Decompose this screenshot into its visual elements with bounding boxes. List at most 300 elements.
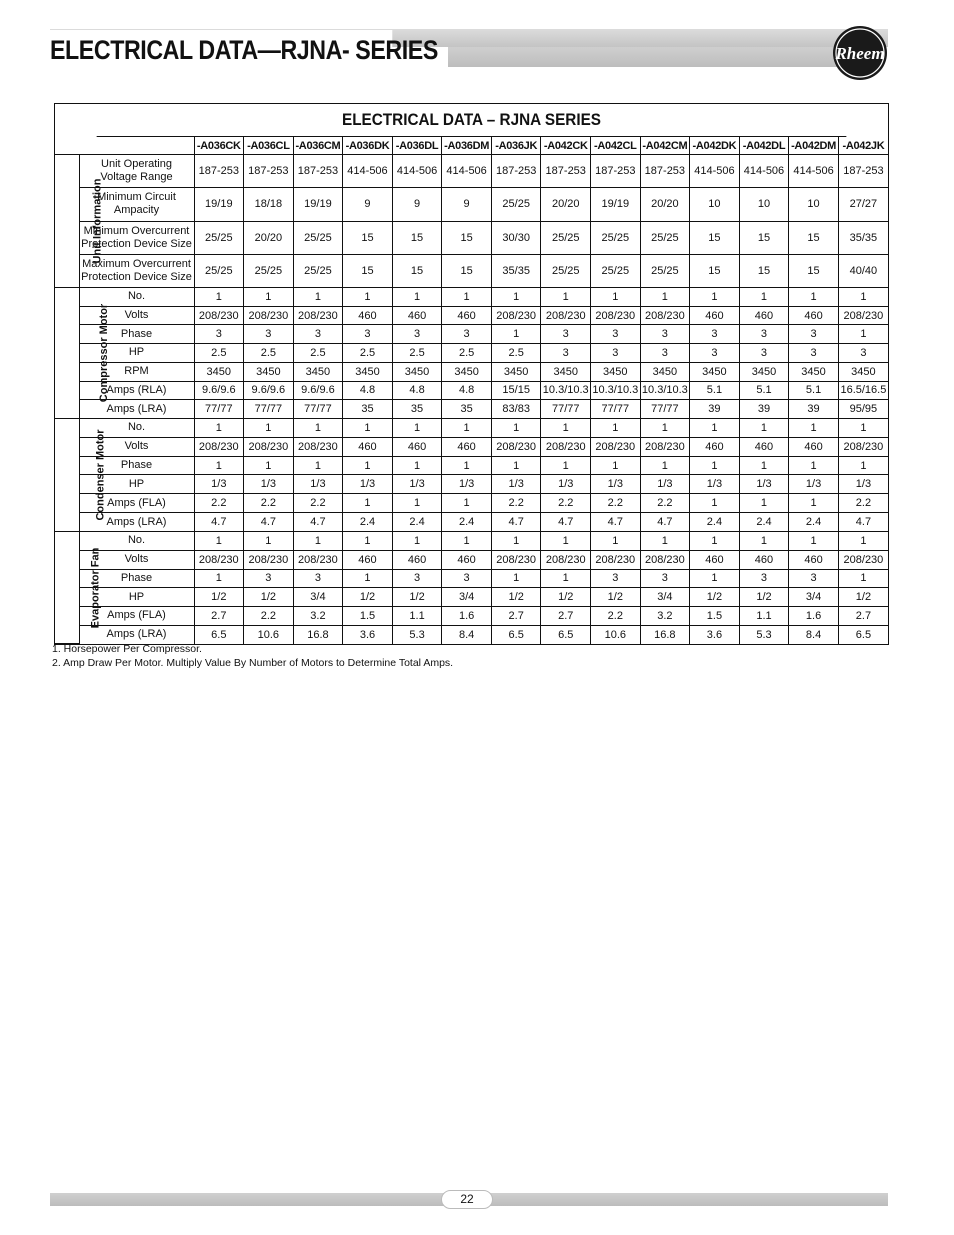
row-label: Unit Operating Voltage Range — [79, 155, 194, 188]
table-cell: 1/3 — [739, 475, 789, 494]
table-cell: 1 — [491, 288, 541, 307]
table-cell: 460 — [690, 306, 740, 325]
table-cell: 39 — [739, 400, 789, 419]
section-label: Unit Information — [91, 178, 104, 264]
model-header: -A042CM — [640, 137, 690, 155]
table-cell: 3450 — [293, 362, 343, 381]
table-cell: 414-506 — [343, 155, 393, 188]
table-cell: 3/4 — [789, 588, 839, 607]
table-row — [55, 221, 888, 254]
table-cell: 460 — [739, 550, 789, 569]
table-cell: 414-506 — [690, 155, 740, 188]
table-cell: 1 — [838, 569, 888, 588]
model-header: -A036DK — [343, 137, 393, 155]
table-cell: 18/18 — [244, 188, 294, 221]
table-cell: 3 — [392, 569, 442, 588]
table-cell: 187-253 — [838, 155, 888, 188]
table-row — [55, 362, 888, 381]
table-cell: 10.3/10.3 — [541, 381, 591, 400]
table-cell: 5.1 — [690, 381, 740, 400]
table-cell: 1 — [739, 288, 789, 307]
table-cell: 1 — [789, 494, 839, 513]
model-header: -A042DL — [739, 137, 789, 155]
table-cell: 8.4 — [789, 625, 839, 643]
table-cell: 77/77 — [244, 400, 294, 419]
table-cell: 1/3 — [293, 475, 343, 494]
table-row — [55, 288, 888, 307]
table-cell: 1 — [293, 288, 343, 307]
table-cell: 3 — [194, 325, 244, 344]
table-cell: 1/3 — [442, 475, 492, 494]
table-cell: 1.5 — [343, 607, 393, 626]
table-heading: ELECTRICAL DATA – RJNA SERIES — [97, 104, 847, 137]
table-cell: 1.5 — [690, 607, 740, 626]
table-cell: 30/30 — [491, 221, 541, 254]
table-cell: 187-253 — [194, 155, 244, 188]
table-cell: 1 — [442, 456, 492, 475]
table-cell: 3450 — [194, 362, 244, 381]
table-cell: 2.4 — [739, 513, 789, 532]
table-cell: 1.6 — [789, 607, 839, 626]
table-cell: 4.8 — [343, 381, 393, 400]
model-header-row — [55, 137, 888, 155]
table-cell: 3450 — [244, 362, 294, 381]
table-cell: 2.2 — [293, 494, 343, 513]
table-row — [55, 494, 888, 513]
table-cell: 1/2 — [244, 588, 294, 607]
table-cell: 3.2 — [293, 607, 343, 626]
table-cell: 2.4 — [690, 513, 740, 532]
table-cell: 2.7 — [838, 607, 888, 626]
table-cell: 460 — [442, 550, 492, 569]
table-cell: 10.3/10.3 — [640, 381, 690, 400]
table-cell: 77/77 — [293, 400, 343, 419]
table-cell: 3 — [789, 569, 839, 588]
table-cell: 3 — [541, 325, 591, 344]
table-cell: 19/19 — [194, 188, 244, 221]
row-label: Phase — [79, 569, 194, 588]
table-cell: 4.7 — [591, 513, 641, 532]
table-row — [55, 569, 888, 588]
table-cell: 208/230 — [640, 437, 690, 456]
table-cell: 1 — [838, 288, 888, 307]
table-cell: 35/35 — [491, 254, 541, 287]
table-cell: 25/25 — [640, 221, 690, 254]
table-cell: 1 — [343, 419, 393, 438]
table-cell: 35 — [442, 400, 492, 419]
table-cell: 1 — [442, 532, 492, 551]
table-row — [55, 381, 888, 400]
table-cell: 19/19 — [293, 188, 343, 221]
table-cell: 3 — [789, 325, 839, 344]
row-label: Amps (RLA) — [79, 381, 194, 400]
section-label: Evaporator Fan — [89, 547, 102, 628]
table-cell: 2.2 — [244, 494, 294, 513]
table-cell: 2.4 — [789, 513, 839, 532]
table-cell: 25/25 — [293, 221, 343, 254]
table-cell: 1 — [442, 288, 492, 307]
table-cell: 208/230 — [838, 550, 888, 569]
table-cell: 40/40 — [838, 254, 888, 287]
table-cell: 1/2 — [591, 588, 641, 607]
table-cell: 3 — [343, 325, 393, 344]
table-cell: 208/230 — [244, 437, 294, 456]
table-cell: 208/230 — [293, 306, 343, 325]
table-cell: 1 — [541, 569, 591, 588]
row-label: Maximum Overcurrent Protection Device Size — [79, 254, 194, 287]
table-cell: 1 — [838, 325, 888, 344]
table-cell: 460 — [690, 437, 740, 456]
table-cell: 15 — [739, 254, 789, 287]
table-cell: 1/3 — [541, 475, 591, 494]
table-cell: 414-506 — [442, 155, 492, 188]
table-cell: 3 — [690, 325, 740, 344]
table-cell: 3 — [739, 344, 789, 363]
table-cell: 1 — [244, 532, 294, 551]
row-label: Amps (FLA) — [79, 494, 194, 513]
table-cell: 6.5 — [491, 625, 541, 643]
table-cell: 1/2 — [392, 588, 442, 607]
table-cell: 1 — [392, 494, 442, 513]
table-cell: 1 — [194, 569, 244, 588]
table-row — [55, 437, 888, 456]
table-cell: 208/230 — [591, 306, 641, 325]
table-cell: 1/3 — [789, 475, 839, 494]
table-row — [55, 188, 888, 221]
table-cell: 2.4 — [343, 513, 393, 532]
table-cell: 4.7 — [541, 513, 591, 532]
table-cell: 1 — [541, 456, 591, 475]
table-cell: 2.7 — [194, 607, 244, 626]
model-header: -A042CK — [541, 137, 591, 155]
table-cell: 208/230 — [491, 306, 541, 325]
table-cell: 187-253 — [591, 155, 641, 188]
section-label: Condenser Motor — [94, 429, 107, 521]
table-cell: 460 — [442, 437, 492, 456]
table-cell: 460 — [343, 437, 393, 456]
table-cell: 16.8 — [640, 625, 690, 643]
table-cell: 10 — [690, 188, 740, 221]
table-cell: 1/3 — [640, 475, 690, 494]
table-cell: 1 — [591, 288, 641, 307]
table-cell: 2.4 — [442, 513, 492, 532]
table-cell: 1/2 — [838, 588, 888, 607]
table-cell: 3 — [591, 344, 641, 363]
table-cell: 3450 — [491, 362, 541, 381]
table-cell: 1 — [343, 569, 393, 588]
table-cell: 4.7 — [244, 513, 294, 532]
table-cell: 1 — [690, 288, 740, 307]
table-cell: 1 — [244, 456, 294, 475]
table-cell: 3450 — [541, 362, 591, 381]
table-cell: 460 — [343, 550, 393, 569]
table-cell: 1/3 — [194, 475, 244, 494]
row-label: Phase — [79, 456, 194, 475]
table-cell: 9.6/9.6 — [194, 381, 244, 400]
table-cell: 35 — [392, 400, 442, 419]
row-label: Amps (LRA) — [79, 513, 194, 532]
table-cell: 1.6 — [442, 607, 492, 626]
table-cell: 3.6 — [343, 625, 393, 643]
table-cell: 2.7 — [491, 607, 541, 626]
table-cell: 208/230 — [591, 550, 641, 569]
table-cell: 3 — [739, 569, 789, 588]
table-cell: 1/3 — [690, 475, 740, 494]
table-cell: 208/230 — [541, 550, 591, 569]
table-cell: 1 — [739, 532, 789, 551]
table-cell: 10.6 — [591, 625, 641, 643]
table-cell: 15 — [789, 254, 839, 287]
table-cell: 4.8 — [442, 381, 492, 400]
table-row — [55, 513, 888, 532]
table-cell: 1 — [491, 325, 541, 344]
table-cell: 1 — [194, 419, 244, 438]
table-cell: 3 — [442, 569, 492, 588]
table-cell: 208/230 — [491, 437, 541, 456]
table-cell: 1 — [343, 456, 393, 475]
table-cell: 15 — [343, 254, 393, 287]
table-cell: 1/2 — [194, 588, 244, 607]
table-cell: 208/230 — [838, 306, 888, 325]
table-cell: 1 — [739, 419, 789, 438]
table-cell: 77/77 — [541, 400, 591, 419]
table-cell: 460 — [739, 437, 789, 456]
table-row — [55, 400, 888, 419]
table-row — [55, 344, 888, 363]
table-cell: 10 — [789, 188, 839, 221]
table-cell: 3 — [293, 325, 343, 344]
table-cell: 1 — [690, 494, 740, 513]
model-header: -A036JK — [491, 137, 541, 155]
table-cell: 3450 — [789, 362, 839, 381]
table-cell: 460 — [392, 437, 442, 456]
table-row — [55, 532, 888, 551]
table-cell: 2.7 — [541, 607, 591, 626]
table-cell: 208/230 — [838, 437, 888, 456]
table-cell: 1 — [838, 456, 888, 475]
table-cell: 10 — [739, 188, 789, 221]
table-cell: 3 — [640, 569, 690, 588]
row-label: No. — [79, 419, 194, 438]
row-label: HP — [79, 588, 194, 607]
table-cell: 1 — [343, 288, 393, 307]
table-cell: 208/230 — [194, 437, 244, 456]
table-cell: 460 — [789, 306, 839, 325]
table-cell: 414-506 — [789, 155, 839, 188]
row-label: Minimum Overcurrent Protection Device Size — [79, 221, 194, 254]
table-cell: 4.7 — [491, 513, 541, 532]
table-cell: 460 — [789, 550, 839, 569]
table-cell: 3/4 — [640, 588, 690, 607]
table-cell: 1/3 — [392, 475, 442, 494]
table-cell: 1/2 — [690, 588, 740, 607]
table-cell: 5.3 — [392, 625, 442, 643]
section-label-cell — [55, 288, 111, 419]
table-cell: 1 — [739, 494, 789, 513]
table-cell: 2.2 — [244, 607, 294, 626]
table-cell: 4.7 — [293, 513, 343, 532]
row-label: No. — [79, 288, 194, 307]
table-cell: 3450 — [838, 362, 888, 381]
row-label: Phase — [79, 325, 194, 344]
table-cell: 1 — [640, 288, 690, 307]
table-cell: 2.5 — [293, 344, 343, 363]
row-label: Volts — [79, 437, 194, 456]
model-header: -A042DM — [789, 137, 839, 155]
model-header: -A042DK — [690, 137, 740, 155]
table-cell: 95/95 — [838, 400, 888, 419]
table-cell: 16.8 — [293, 625, 343, 643]
table-cell: 20/20 — [640, 188, 690, 221]
table-cell: 1 — [640, 419, 690, 438]
table-cell: 25/25 — [244, 254, 294, 287]
table-cell: 1/3 — [244, 475, 294, 494]
page-title: ELECTRICAL DATA—RJNA- SERIES — [50, 30, 392, 70]
table-cell: 1 — [343, 494, 393, 513]
table-cell: 1 — [244, 419, 294, 438]
table-cell: 460 — [739, 306, 789, 325]
table-cell: 2.2 — [491, 494, 541, 513]
table-cell: 208/230 — [591, 437, 641, 456]
table-cell: 25/25 — [591, 254, 641, 287]
table-cell: 6.5 — [194, 625, 244, 643]
table-cell: 6.5 — [541, 625, 591, 643]
table-cell: 1/2 — [491, 588, 541, 607]
table-cell: 3 — [293, 569, 343, 588]
table-cell: 1/3 — [491, 475, 541, 494]
table-cell: 187-253 — [640, 155, 690, 188]
data-grid — [55, 137, 888, 644]
table-cell: 15 — [442, 254, 492, 287]
table-cell: 1/3 — [591, 475, 641, 494]
table-cell: 4.7 — [194, 513, 244, 532]
table-row — [55, 588, 888, 607]
table-cell: 25/25 — [194, 254, 244, 287]
table-cell: 1 — [690, 532, 740, 551]
table-cell: 1/3 — [343, 475, 393, 494]
table-cell: 1 — [838, 419, 888, 438]
row-label: HP — [79, 475, 194, 494]
table-cell: 39 — [789, 400, 839, 419]
table-cell: 1 — [838, 532, 888, 551]
table-cell: 208/230 — [541, 306, 591, 325]
table-cell: 19/19 — [591, 188, 641, 221]
table-cell: 2.2 — [591, 494, 641, 513]
table-cell: 3450 — [442, 362, 492, 381]
row-label: Minimum Circuit Ampacity — [79, 188, 194, 221]
table-cell: 5.1 — [789, 381, 839, 400]
table-row — [55, 550, 888, 569]
table-cell: 1 — [392, 419, 442, 438]
header-blank-cell — [55, 137, 194, 155]
table-cell: 1 — [244, 288, 294, 307]
row-label: RPM — [79, 362, 194, 381]
table-cell: 187-253 — [244, 155, 294, 188]
table-cell: 1.1 — [739, 607, 789, 626]
table-cell: 1 — [789, 288, 839, 307]
table-cell: 1 — [640, 532, 690, 551]
model-header: -A042CL — [591, 137, 641, 155]
table-cell: 35/35 — [838, 221, 888, 254]
table-cell: 1 — [640, 456, 690, 475]
table-cell: 3 — [392, 325, 442, 344]
table-cell: 208/230 — [244, 550, 294, 569]
row-label: Volts — [79, 550, 194, 569]
table-cell: 2.5 — [392, 344, 442, 363]
table-cell: 35 — [343, 400, 393, 419]
table-cell: 15 — [739, 221, 789, 254]
table-cell: 187-253 — [541, 155, 591, 188]
table-row — [55, 306, 888, 325]
table-cell: 2.4 — [392, 513, 442, 532]
table-cell: 3 — [739, 325, 789, 344]
table-cell: 77/77 — [591, 400, 641, 419]
table-cell: 15 — [690, 221, 740, 254]
table-cell: 208/230 — [244, 306, 294, 325]
footnote-2: 2. Amp Draw Per Motor. Multiply Value By Number of Motors to Determine Total Amps. — [52, 657, 454, 669]
table-cell: 1 — [194, 456, 244, 475]
table-row — [55, 254, 888, 287]
table-cell: 15 — [392, 221, 442, 254]
table-cell: 187-253 — [293, 155, 343, 188]
table-cell: 1 — [442, 419, 492, 438]
row-label: Amps (LRA) — [79, 400, 194, 419]
table-cell: 2.2 — [541, 494, 591, 513]
table-cell: 16.5/16.5 — [838, 381, 888, 400]
header-bar-accent — [448, 47, 838, 67]
model-header: -A036DM — [442, 137, 492, 155]
table-cell: 27/27 — [838, 188, 888, 221]
table-cell: 25/25 — [491, 188, 541, 221]
table-cell: 25/25 — [541, 254, 591, 287]
table-cell: 2.2 — [640, 494, 690, 513]
table-cell: 4.7 — [640, 513, 690, 532]
table-cell: 1 — [789, 419, 839, 438]
table-cell: 3.6 — [690, 625, 740, 643]
table-cell: 1 — [491, 532, 541, 551]
table-cell: 1 — [392, 456, 442, 475]
table-cell: 1 — [293, 456, 343, 475]
table-cell: 15 — [392, 254, 442, 287]
table-cell: 1 — [392, 288, 442, 307]
table-cell: 5.3 — [739, 625, 789, 643]
table-cell: 208/230 — [491, 550, 541, 569]
table-cell: 3 — [640, 325, 690, 344]
section-label: Compressor Motor — [98, 303, 111, 403]
row-label: Volts — [79, 306, 194, 325]
table-cell: 460 — [392, 306, 442, 325]
table-cell: 10.3/10.3 — [591, 381, 641, 400]
table-cell: 1 — [591, 419, 641, 438]
table-cell: 39 — [690, 400, 740, 419]
table-cell: 1 — [789, 456, 839, 475]
section-label-cell — [55, 155, 104, 288]
table-cell: 1 — [789, 532, 839, 551]
table-cell: 3 — [591, 325, 641, 344]
table-cell: 1 — [690, 456, 740, 475]
table-cell: 3450 — [690, 362, 740, 381]
table-cell: 208/230 — [293, 437, 343, 456]
table-cell: 25/25 — [293, 254, 343, 287]
table-cell: 1 — [491, 419, 541, 438]
table-cell: 3 — [789, 344, 839, 363]
table-cell: 15/15 — [491, 381, 541, 400]
table-cell: 1/3 — [838, 475, 888, 494]
electrical-data-table — [54, 103, 889, 645]
table-cell: 8.4 — [442, 625, 492, 643]
table-cell: 15 — [343, 221, 393, 254]
table-cell: 25/25 — [591, 221, 641, 254]
